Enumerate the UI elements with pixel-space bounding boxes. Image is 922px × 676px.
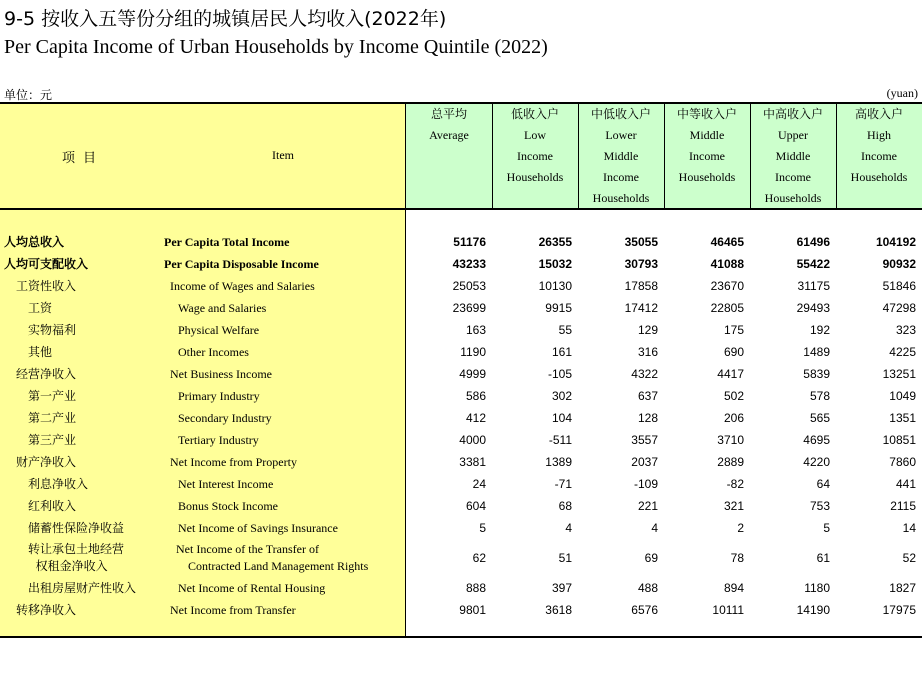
- cell-value: 15032: [538, 257, 572, 271]
- row-label-en: Net Income of the Transfer of Contracted Land Management Rights: [176, 542, 369, 573]
- table-bottom-rule: [0, 636, 922, 638]
- cell-value: 206: [723, 411, 744, 425]
- cell-value: 502: [723, 389, 744, 403]
- row-label-zh: 第一产业: [28, 389, 77, 403]
- table-row: [0, 297, 922, 319]
- cell-value: 4: [565, 521, 572, 535]
- row-label-zh: 利息净收入: [28, 477, 89, 491]
- cell-value: 41088: [710, 257, 744, 271]
- cell-value: 488: [637, 581, 658, 595]
- cell-value: 24: [472, 477, 486, 491]
- column-header-en: Income: [861, 149, 897, 163]
- cell-value: 129: [637, 323, 658, 337]
- row-label-zh: 第三产业: [28, 433, 77, 447]
- column-header-2: [578, 104, 664, 209]
- row-label-en: Bonus Stock Income: [178, 499, 278, 513]
- cell-value: 14: [902, 521, 916, 535]
- cell-value: 412: [465, 411, 486, 425]
- cell-value: 51176: [453, 235, 486, 249]
- column-header-en: Low: [524, 128, 546, 142]
- row-label-en: Net Income from Property: [170, 455, 297, 469]
- column-header-en: Middle: [603, 149, 639, 163]
- cell-value: -105: [547, 367, 572, 381]
- cell-value: 29493: [796, 301, 830, 315]
- cell-value: 221: [637, 499, 658, 513]
- cell-value: 46465: [710, 235, 744, 249]
- row-label-en: Net Income of Rental Housing: [178, 581, 326, 595]
- cell-value: -82: [726, 477, 744, 491]
- column-header-zh: 高收入户: [854, 107, 903, 121]
- row-label-zh: 转让承包土地经营 权租金净收入: [28, 542, 125, 573]
- table-row: [0, 363, 922, 385]
- row-label-zh: 经营净收入: [16, 367, 77, 381]
- column-header-4: [750, 104, 836, 209]
- column-header-zh: 中高收入户: [762, 107, 823, 121]
- cell-value: 10130: [538, 279, 572, 293]
- row-label-zh: 人均可支配收入: [4, 257, 89, 271]
- cell-value: 1827: [889, 581, 916, 595]
- cell-value: 888: [465, 581, 486, 595]
- cell-value: 4: [651, 521, 658, 535]
- cell-value: 4225: [889, 345, 916, 359]
- cell-value: 4417: [717, 367, 744, 381]
- cell-value: 90932: [882, 257, 916, 271]
- cell-value: 31175: [797, 279, 830, 293]
- cell-value: 175: [723, 323, 744, 337]
- column-header-en: High: [867, 128, 891, 142]
- cell-value: 68: [558, 499, 572, 513]
- column-header-en: Income: [603, 170, 639, 184]
- column-header-en: Middle: [775, 149, 811, 163]
- cell-value: -71: [554, 477, 572, 491]
- table-row: [0, 319, 922, 341]
- cell-value: 3710: [717, 433, 744, 447]
- column-header-divider: [492, 104, 493, 208]
- cell-value: 5839: [803, 367, 830, 381]
- page-title-zh: 9-5 按收入五等份分组的城镇居民人均收入(2022年): [4, 8, 447, 30]
- cell-value: 894: [723, 581, 744, 595]
- cell-value: 69: [644, 551, 658, 565]
- cell-value: 753: [809, 499, 830, 513]
- cell-value: 14190: [796, 603, 830, 617]
- cell-value: 47298: [882, 301, 916, 315]
- header-item-en: Item: [272, 148, 294, 162]
- table-row: [0, 429, 922, 451]
- cell-value: 26355: [538, 235, 572, 249]
- column-header-en: Households: [678, 170, 736, 184]
- row-label-zh: 第二产业: [28, 411, 77, 425]
- table-row: [0, 341, 922, 363]
- cell-value: 61496: [796, 235, 830, 249]
- table-row: [0, 577, 922, 599]
- table-row: [0, 599, 922, 621]
- cell-value: 128: [637, 411, 658, 425]
- table-row: [0, 385, 922, 407]
- table-row: [0, 539, 922, 577]
- cell-value: 4322: [631, 367, 658, 381]
- cell-value: 5: [479, 521, 486, 535]
- column-header-1: [492, 104, 578, 188]
- cell-value: 1389: [545, 455, 572, 469]
- cell-value: 52: [902, 551, 916, 565]
- cell-value: 23670: [710, 279, 744, 293]
- cell-value: 104: [551, 411, 572, 425]
- row-label-zh: 其他: [28, 345, 53, 359]
- table-row: [0, 517, 922, 539]
- row-label-en: Secondary Industry: [178, 411, 272, 425]
- cell-value: 1180: [804, 581, 830, 595]
- cell-value: 578: [809, 389, 830, 403]
- cell-value: 192: [809, 323, 830, 337]
- cell-value: 161: [551, 345, 572, 359]
- row-label-zh: 财产净收入: [16, 455, 77, 469]
- row-label-zh: 转移净收入: [16, 603, 77, 617]
- column-header-zh: 低收入户: [510, 107, 559, 121]
- column-header-en: Average: [429, 128, 469, 142]
- column-header-divider: [750, 104, 751, 208]
- cell-value: 17412: [624, 301, 658, 315]
- cell-value: 7860: [889, 455, 916, 469]
- row-label-en: Primary Industry: [178, 389, 260, 403]
- cell-value: 586: [465, 389, 486, 403]
- column-header-en: Income: [689, 149, 725, 163]
- row-label-zh: 工资: [28, 301, 53, 315]
- column-header-0: [406, 104, 492, 146]
- cell-value: 690: [723, 345, 744, 359]
- cell-value: 1190: [460, 345, 486, 359]
- row-label-en: Net Business Income: [170, 367, 272, 381]
- cell-value: 25053: [452, 279, 486, 293]
- column-header-divider: [836, 104, 837, 208]
- cell-value: 163: [465, 323, 486, 337]
- row-label-en: Physical Welfare: [178, 323, 260, 337]
- cell-value: 22805: [710, 301, 744, 315]
- column-header-en: Income: [775, 170, 811, 184]
- cell-value: 2: [737, 521, 744, 535]
- cell-value: 565: [809, 411, 830, 425]
- column-header-en: Households: [764, 191, 822, 205]
- cell-value: 43233: [452, 257, 486, 271]
- unit-label-zh: 单位：元: [4, 88, 53, 102]
- row-label-en: Net Income from Transfer: [170, 603, 296, 617]
- column-header-3: [664, 104, 750, 188]
- column-header-en: Households: [850, 170, 908, 184]
- cell-value: 13251: [882, 367, 916, 381]
- cell-value: 30793: [624, 257, 658, 271]
- column-header-divider: [664, 104, 665, 208]
- cell-value: 17858: [624, 279, 658, 293]
- column-header-5: [836, 104, 922, 188]
- column-header-en: Households: [592, 191, 650, 205]
- cell-value: -511: [548, 433, 572, 447]
- cell-value: 2889: [717, 455, 744, 469]
- cell-value: 3618: [545, 603, 572, 617]
- cell-value: 637: [637, 389, 658, 403]
- cell-value: 1489: [803, 345, 830, 359]
- row-label-zh: 出租房屋财产性收入: [28, 581, 137, 595]
- cell-value: 9801: [459, 603, 486, 617]
- column-header-en: Middle: [689, 128, 725, 142]
- cell-value: 17975: [882, 603, 916, 617]
- row-label-zh: 储蓄性保险净收益: [28, 521, 125, 535]
- cell-value: 10111: [712, 603, 744, 617]
- table-row: [0, 451, 922, 473]
- row-label-en: Other Incomes: [178, 345, 249, 359]
- cell-value: 78: [730, 551, 744, 565]
- cell-value: 61: [816, 551, 830, 565]
- column-header-zh: 中等收入户: [676, 107, 737, 121]
- row-label-zh: 工资性收入: [16, 279, 77, 293]
- cell-value: 1049: [889, 389, 916, 403]
- cell-value: 4220: [803, 455, 830, 469]
- cell-value: 3381: [459, 455, 486, 469]
- column-header-zh: 总平均: [430, 107, 467, 121]
- cell-value: 5: [823, 521, 830, 535]
- cell-value: 604: [465, 499, 486, 513]
- cell-value: 4000: [459, 433, 486, 447]
- cell-value: 316: [637, 345, 658, 359]
- row-label-en: Net Income of Savings Insurance: [178, 521, 338, 535]
- column-header-divider: [578, 104, 579, 208]
- cell-value: 55: [558, 323, 572, 337]
- cell-value: 2115: [890, 499, 916, 513]
- header-item-zh: 项目: [62, 151, 105, 166]
- cell-value: 104192: [875, 235, 916, 249]
- row-label-en: Wage and Salaries: [178, 301, 267, 315]
- table-row: [0, 473, 922, 495]
- cell-value: 397: [551, 581, 572, 595]
- cell-value: 64: [816, 477, 830, 491]
- row-label-zh: 红利收入: [28, 499, 77, 513]
- row-label-en: Net Interest Income: [178, 477, 274, 491]
- cell-value: 6576: [631, 603, 658, 617]
- table-row: [0, 253, 922, 275]
- cell-value: 10851: [882, 433, 916, 447]
- row-label-en: Tertiary Industry: [178, 433, 259, 447]
- row-label-en: Income of Wages and Salaries: [170, 279, 315, 293]
- cell-value: 35055: [624, 235, 658, 249]
- table-row: [0, 231, 922, 253]
- column-header-en: Households: [506, 170, 564, 184]
- table-row: [0, 495, 922, 517]
- row-label-zh: 人均总收入: [4, 235, 65, 249]
- page-title-en: Per Capita Income of Urban Households by Income Quintile (2022): [4, 36, 548, 58]
- cell-value: -109: [633, 477, 658, 491]
- cell-value: 323: [895, 323, 916, 337]
- cell-value: 302: [551, 389, 572, 403]
- cell-value: 51: [558, 551, 572, 565]
- cell-value: 321: [723, 499, 744, 513]
- cell-value: 2037: [631, 455, 658, 469]
- cell-value: 23699: [452, 301, 486, 315]
- cell-value: 3557: [631, 433, 658, 447]
- row-label-zh: 实物福利: [28, 323, 77, 337]
- table-row: [0, 275, 922, 297]
- column-header-zh: 中低收入户: [590, 107, 651, 121]
- cell-value: 9915: [545, 301, 572, 315]
- cell-value: 1351: [889, 411, 916, 425]
- cell-value: 55422: [796, 257, 830, 271]
- column-header-en: Lower: [605, 128, 637, 142]
- cell-value: 62: [472, 551, 486, 565]
- cell-value: 4695: [803, 433, 830, 447]
- cell-value: 51846: [882, 279, 916, 293]
- row-label-en: Per Capita Disposable Income: [164, 257, 319, 271]
- unit-label-en: (yuan): [886, 86, 918, 100]
- column-header-en: Upper: [778, 128, 808, 142]
- cell-value: 4999: [459, 367, 486, 381]
- row-label-en: Per Capita Total Income: [164, 235, 290, 249]
- cell-value: 441: [895, 477, 916, 491]
- table-row: [0, 407, 922, 429]
- column-header-en: Income: [517, 149, 553, 163]
